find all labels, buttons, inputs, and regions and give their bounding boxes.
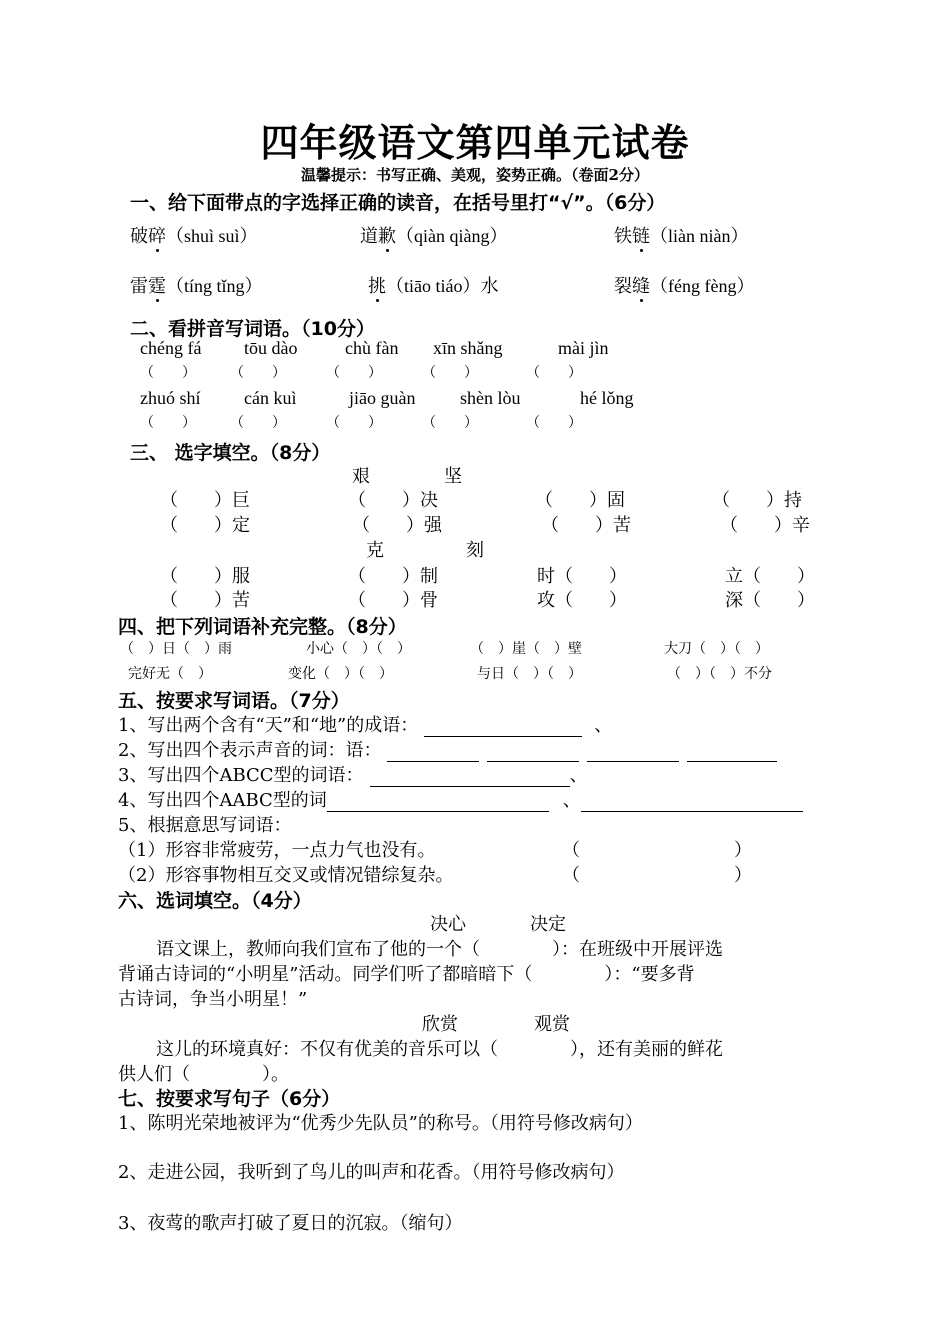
choice-word: 决心 xyxy=(430,914,466,935)
idiom-item[interactable]: 完好无（ ） xyxy=(128,666,212,682)
fill-item[interactable]: （ ）决 xyxy=(348,490,438,511)
fill-item[interactable]: （ ）苦 xyxy=(160,590,250,611)
section-2-heading: 二、看拼音写词语。（10分） xyxy=(130,318,375,340)
section-7-heading: 七、按要求写句子（6分） xyxy=(118,1088,341,1110)
answer-blank[interactable]: （ ） xyxy=(422,415,478,431)
idiom-item[interactable]: （ ）崖（ ）壁 xyxy=(470,641,582,657)
paragraph-line: 古诗词，争当小明星！” xyxy=(118,989,308,1010)
question-5-2: 2、写出四个表示声音的词：语： xyxy=(118,736,777,762)
choice-char: 刻 xyxy=(466,540,484,561)
page-title: 四年级语文第四单元试卷 xyxy=(260,121,690,165)
idiom-item[interactable]: （ ）（ ）不分 xyxy=(667,666,772,682)
answer-blank[interactable]: （ ） xyxy=(526,365,582,381)
question-5-5: 5、根据意思写词语： xyxy=(118,815,292,836)
fill-item[interactable]: （ ）固 xyxy=(535,490,625,511)
answer-blank[interactable]: （ ） xyxy=(526,415,582,431)
fill-item[interactable]: （ ）强 xyxy=(352,515,442,536)
fill-item[interactable]: 攻（ ） xyxy=(537,590,627,611)
pinyin-word: shèn lòu xyxy=(460,388,521,408)
idiom-item[interactable]: （ ）日（ ）雨 xyxy=(120,641,232,657)
question-5-5b: （2）形容事物相互交叉或情况错综复杂。 xyxy=(118,865,454,886)
idiom-item[interactable]: 变化（ ）（ ） xyxy=(288,666,393,682)
question-5-5a: （1）形容非常疲劳，一点力气也没有。 xyxy=(118,840,436,861)
write-blank[interactable] xyxy=(327,793,549,812)
section-5-heading: 五、按要求写词语。（7分） xyxy=(118,690,350,712)
fill-item[interactable]: （ ）骨 xyxy=(348,590,438,611)
pinyin-word: hé lǒng xyxy=(580,388,634,408)
pron-item: 道歉（qiàn qiàng） xyxy=(360,222,507,248)
section-1-heading: 一、给下面带点的字选择正确的读音，在括号里打“√”。（6分） xyxy=(130,192,666,214)
answer-paren-open[interactable]: （ xyxy=(562,840,580,861)
fill-item[interactable]: （ ）服 xyxy=(160,566,250,587)
paragraph-line: 这儿的环境真好：不仅有优美的音乐可以（ ），还有美丽的鲜花 xyxy=(156,1039,723,1060)
pron-item: 破碎（shuì suì） xyxy=(130,222,258,248)
section-3-heading: 三、 选字填空。（8分） xyxy=(130,442,331,464)
choice-char: 坚 xyxy=(444,466,462,487)
write-blank[interactable] xyxy=(370,768,570,787)
fill-item[interactable]: （ ）制 xyxy=(348,566,438,587)
pron-item: 挑（tiāo tiáo）水 xyxy=(368,272,498,298)
choice-word: 决定 xyxy=(530,914,566,935)
question-7-3: 3、夜莺的歌声打破了夏日的沉寂。（缩句） xyxy=(118,1213,463,1234)
pron-item: 雷霆（tíng tǐng） xyxy=(130,272,263,298)
write-blank[interactable] xyxy=(487,743,579,762)
paragraph-line: 供人们（ ）。 xyxy=(118,1064,289,1085)
fill-item[interactable]: （ ）辛 xyxy=(720,515,810,536)
answer-blank[interactable]: （ ） xyxy=(230,365,286,381)
answer-blank[interactable]: （ ） xyxy=(140,365,196,381)
write-blank[interactable] xyxy=(687,743,777,762)
question-7-1: 1、陈明光荣地被评为“优秀少先队员”的称号。（用符号修改病句） xyxy=(118,1113,643,1134)
answer-paren-close[interactable]: ） xyxy=(734,840,752,861)
answer-blank[interactable]: （ ） xyxy=(326,365,382,381)
pinyin-word: chù fàn xyxy=(345,338,399,358)
choice-char: 艰 xyxy=(352,466,370,487)
paragraph-line: 背诵古诗词的“小明星”活动。同学们听了都暗暗下（ ）：“要多背 xyxy=(118,964,695,985)
choice-word: 欣赏 xyxy=(422,1014,458,1035)
answer-paren-close[interactable]: ） xyxy=(734,865,752,886)
fill-item[interactable]: 立（ ） xyxy=(725,566,815,587)
fill-item[interactable]: 深（ ） xyxy=(725,590,815,611)
fill-item[interactable]: （ ）苦 xyxy=(541,515,631,536)
fill-item[interactable]: （ ）巨 xyxy=(160,490,250,511)
answer-blank[interactable]: （ ） xyxy=(230,415,286,431)
pron-item: 裂缝（féng fèng） xyxy=(614,272,754,298)
answer-blank[interactable]: （ ） xyxy=(422,365,478,381)
section-4-heading: 四、把下列词语补充完整。（8分） xyxy=(118,616,407,638)
paragraph-line: 语文课上，教师向我们宣布了他的一个（ ）：在班级中开展评选 xyxy=(156,939,723,960)
pinyin-word: tōu dào xyxy=(244,338,298,358)
write-blank[interactable] xyxy=(424,718,582,737)
exam-tip: 温馨提示：书写正确、美观，姿势正确。（卷面2分） xyxy=(301,166,649,184)
pinyin-word: xīn shǎng xyxy=(433,338,503,358)
choice-char: 克 xyxy=(366,540,384,561)
choice-word: 观赏 xyxy=(534,1014,570,1035)
question-7-2: 2、走进公园，我听到了鸟儿的叫声和花香。（用符号修改病句） xyxy=(118,1162,625,1183)
fill-item[interactable]: 时（ ） xyxy=(537,566,627,587)
question-5-3: 3、写出四个ABCC型的词语： 、 xyxy=(118,765,588,786)
section-6-heading: 六、选词填空。（4分） xyxy=(118,890,312,912)
answer-blank[interactable]: （ ） xyxy=(326,415,382,431)
fill-item[interactable]: （ ）持 xyxy=(712,490,802,511)
idiom-item[interactable]: 大刀（ ）（ ） xyxy=(664,641,769,657)
question-5-1: 1、写出两个含有“天”和“地”的成语： 、 xyxy=(118,715,613,736)
answer-blank[interactable]: （ ） xyxy=(140,415,196,431)
pinyin-word: zhuó shí xyxy=(140,388,201,408)
write-blank[interactable] xyxy=(587,743,679,762)
pinyin-word: chéng fá xyxy=(140,338,202,358)
pinyin-word: cán kuì xyxy=(244,388,297,408)
idiom-item[interactable]: 小心（ ）（ ） xyxy=(306,641,411,657)
answer-paren-open[interactable]: （ xyxy=(562,865,580,886)
pinyin-word: jiāo guàn xyxy=(349,388,416,408)
write-blank[interactable] xyxy=(581,793,803,812)
pinyin-word: mài jìn xyxy=(558,338,609,358)
fill-item[interactable]: （ ）定 xyxy=(160,515,250,536)
pron-item: 铁链（liàn niàn） xyxy=(614,222,748,248)
question-5-4: 4、写出四个AABC型的词 、 xyxy=(118,786,803,812)
idiom-item[interactable]: 与日（ ）（ ） xyxy=(477,666,582,682)
write-blank[interactable] xyxy=(387,743,479,762)
